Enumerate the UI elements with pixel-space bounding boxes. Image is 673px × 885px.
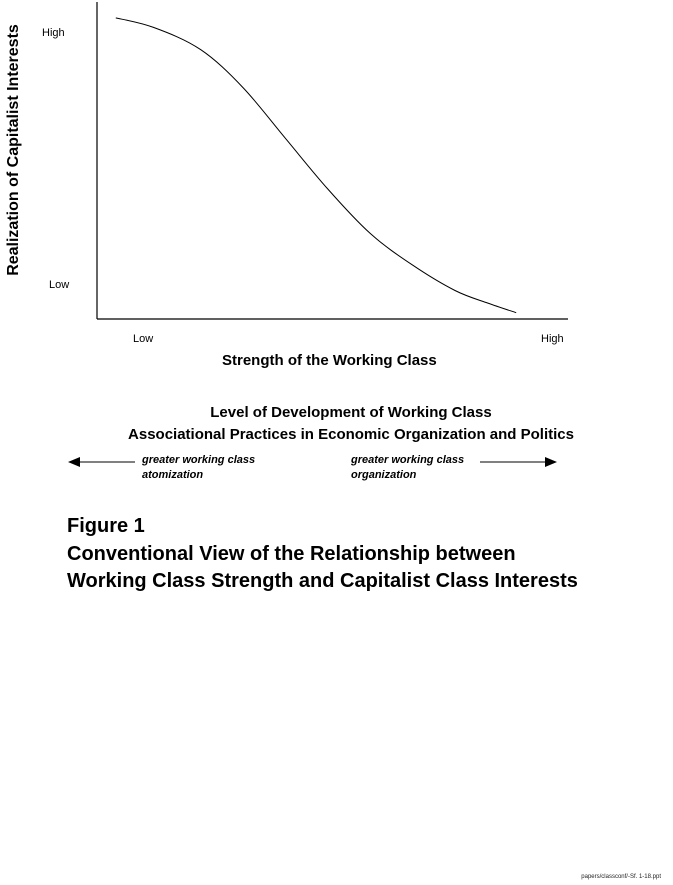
atomization-label-line-2: atomization [142, 469, 204, 481]
y-axis-label: Realization of Capitalist Interests [5, 24, 22, 276]
y-tick-high: High [42, 27, 65, 39]
chart-area [0, 0, 673, 400]
development-heading-line-2: Associational Practices in Economic Organization and Politics [128, 426, 574, 443]
organization-label [351, 453, 464, 483]
development-heading-line-1: Level of Development of Working Class [210, 404, 492, 421]
figure-caption-line-1: Conventional View of the Relationship between [67, 543, 516, 565]
atomization-label [142, 453, 255, 483]
left-arrow-head [68, 457, 80, 467]
y-tick-low: Low [49, 279, 70, 291]
atomization-label-line-1: greater working class [142, 454, 256, 466]
figure-caption-line-2: Working Class Strength and Capitalist Class Interests [67, 570, 578, 592]
organization-label-line-1: greater working class [351, 454, 465, 466]
organization-label-line-2: organization [351, 469, 417, 481]
figure-number: Figure 1 [67, 515, 145, 537]
series-line [116, 18, 516, 313]
x-tick-low: Low [133, 333, 154, 345]
right-arrow-head [545, 457, 557, 467]
x-axis-label: Strength of the Working Class [222, 352, 437, 369]
footer-file-path: papers/classconf/-Sf. 1-18.ppt [581, 874, 661, 880]
direction-arrows [0, 450, 673, 480]
x-tick-high: High [541, 333, 564, 345]
